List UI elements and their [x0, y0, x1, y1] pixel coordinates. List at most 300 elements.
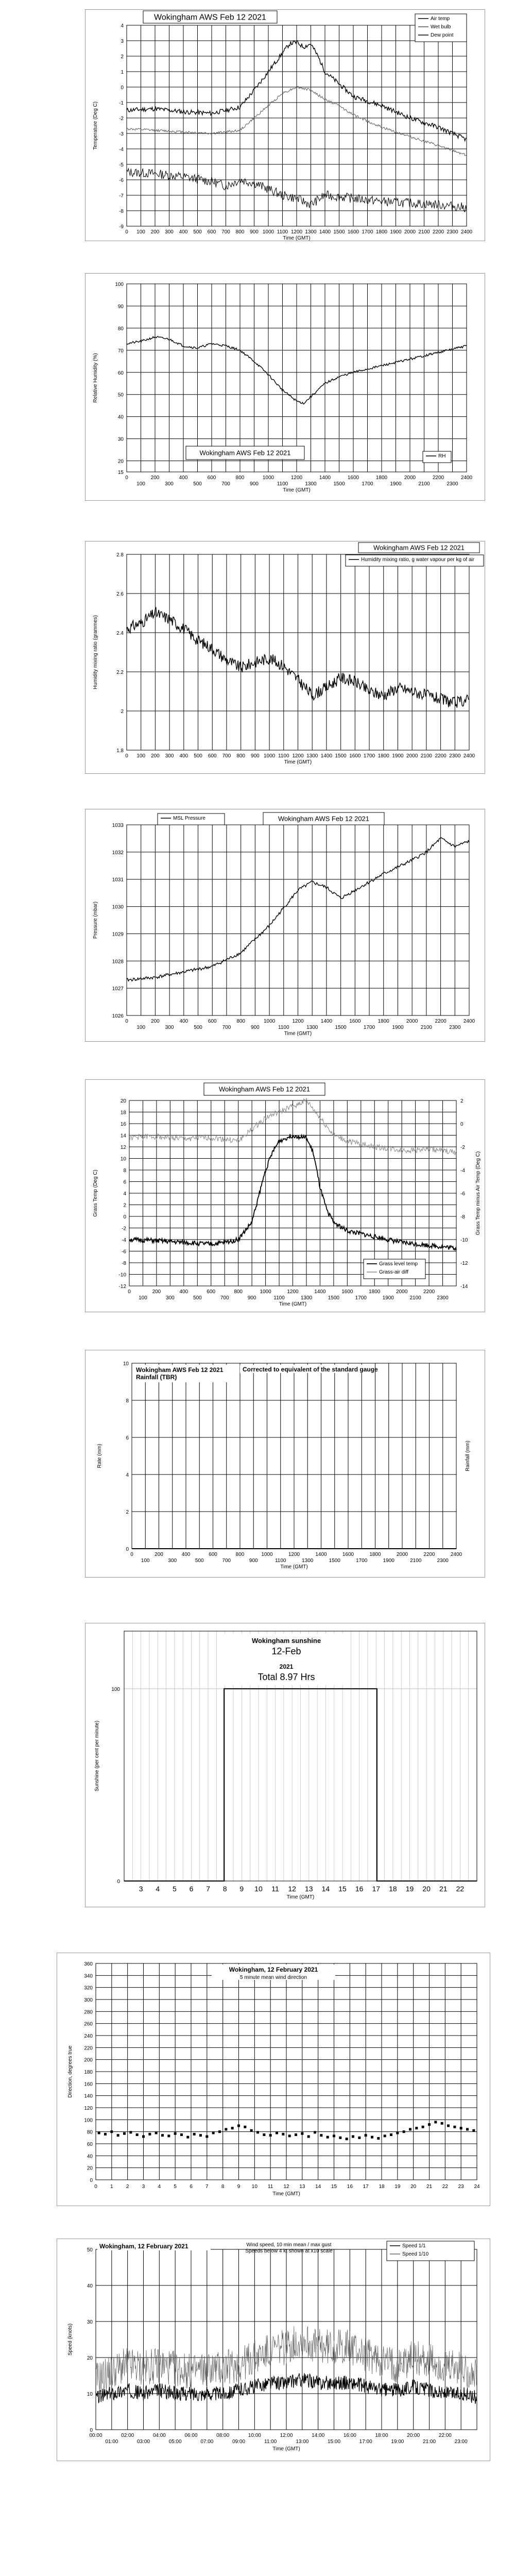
- scatter-point: [225, 2128, 227, 2131]
- x-tick-label: 1300: [305, 229, 317, 235]
- y-tick-label: 20: [87, 2165, 93, 2172]
- y-axis-label: Temperature (Deg C): [93, 101, 98, 150]
- x-tick-label: 23: [458, 2184, 464, 2190]
- scatter-point: [244, 2126, 246, 2128]
- x-tick-label: 700: [221, 229, 230, 235]
- grid: [127, 284, 467, 472]
- grass-temp-chart-panel: [85, 1079, 485, 1312]
- x-tick-label: 300: [166, 1295, 175, 1301]
- x-tick-label: 1500: [328, 1295, 339, 1301]
- x-tick-label: 7: [205, 2184, 209, 2190]
- chart-total: Total 8.97 Hrs: [258, 1672, 315, 1682]
- x-tick-label: 1500: [333, 481, 345, 487]
- x-tick-label: 2400: [450, 1552, 462, 1557]
- x-tick-label: 1100: [278, 753, 289, 759]
- x-tick-label: 600: [207, 229, 216, 235]
- x-tick-label: 1200: [288, 1552, 300, 1557]
- x-tick-label: 05:00: [168, 2439, 182, 2445]
- x-tick-label: 400: [179, 1019, 188, 1024]
- y-tick-label: 360: [84, 1961, 93, 1967]
- x-tick-label: 18: [379, 2184, 385, 2190]
- x-tick-label: 1800: [375, 475, 388, 481]
- grid: [129, 1100, 456, 1286]
- y-tick-label: 70: [117, 348, 124, 354]
- wind-speed-chart-panel: [57, 2239, 490, 2461]
- x-tick-label: 1100: [273, 1295, 285, 1301]
- chart-subtitle: 5 minute mean wind direction: [239, 1975, 307, 1980]
- scatter-point: [333, 2134, 335, 2137]
- legend-entry: Air temp: [431, 16, 450, 22]
- scatter-point: [129, 2131, 132, 2133]
- x-axis-label: Time (GMT): [286, 1894, 315, 1900]
- x-tick-label: 1600: [342, 1552, 354, 1557]
- x-tick-label: 200: [150, 475, 160, 481]
- x-tick-label: 06:00: [184, 2433, 198, 2438]
- x-tick-label: 0: [125, 229, 128, 235]
- scatter-point: [301, 2132, 303, 2135]
- x-tick-label: 21: [426, 2184, 433, 2190]
- x-tick-label: 500: [193, 229, 202, 235]
- scatter-point: [110, 2130, 113, 2133]
- grass-temp-chart: [85, 1080, 485, 1312]
- x-tick-label: 16: [347, 2184, 353, 2190]
- x-tick-label: 900: [247, 1295, 256, 1301]
- y-tick-label: 0: [90, 2178, 93, 2183]
- x-tick-label: 16: [355, 1885, 364, 1893]
- y-tick-label: 20: [87, 2355, 93, 2361]
- x-tick-label: 00:00: [89, 2433, 102, 2438]
- x-tick-label: 300: [165, 1025, 174, 1030]
- x-tick-label: 1800: [369, 1289, 381, 1295]
- scatter-point: [415, 2127, 418, 2129]
- x-tick-label: 2100: [420, 1025, 432, 1030]
- x-tick-label: 1300: [302, 1558, 314, 1564]
- legend-entry: RH: [438, 453, 446, 459]
- scatter-point: [142, 2136, 145, 2138]
- x-tick-label: 200: [154, 1552, 163, 1557]
- x-tick-label: 700: [222, 1025, 231, 1030]
- x-tick-label: 14: [315, 2184, 321, 2190]
- x-tick-label: 1700: [363, 1025, 375, 1030]
- y-axis-label: Direction, degrees true: [67, 2045, 73, 2098]
- scatter-point: [186, 2136, 189, 2139]
- x-tick-label: 22: [456, 1885, 465, 1893]
- y-tick-label: 1: [121, 70, 124, 75]
- scatter-point: [358, 2137, 360, 2139]
- pressure-chart-panel: [85, 809, 485, 1042]
- x-tick-label: 1300: [306, 753, 318, 759]
- x-tick-label: 800: [236, 753, 246, 759]
- y-tick-label: 4: [121, 23, 124, 29]
- x-tick-label: 01:00: [105, 2439, 118, 2445]
- y-tick-label: -4: [119, 147, 124, 152]
- y-tick-label: 2.8: [116, 552, 124, 558]
- x-axis-label: Time (GMT): [279, 1301, 307, 1307]
- x-tick-label: 13: [299, 2184, 305, 2190]
- x-tick-label: 700: [222, 753, 231, 759]
- x-tick-label: 2100: [410, 1558, 422, 1564]
- y-tick-label: 80: [117, 326, 124, 332]
- y2-tick-label: -8: [460, 1214, 465, 1220]
- x-tick-label: 14:00: [312, 2433, 325, 2438]
- y-tick-label: 10: [87, 2392, 93, 2397]
- legend-entry: MSL Pressure: [173, 816, 205, 821]
- x-tick-label: 2100: [418, 229, 430, 235]
- y-tick-label: 2: [121, 54, 124, 60]
- x-tick-label: 09:00: [232, 2439, 246, 2445]
- x-tick-label: 22:00: [438, 2433, 452, 2438]
- x-tick-label: 9: [239, 1885, 244, 1893]
- chart-title: Wokingham AWS Feb 12 2021: [136, 1366, 224, 1374]
- x-tick-label: 700: [220, 1295, 229, 1301]
- x-tick-label: 1200: [290, 229, 303, 235]
- x-tick-label: 11: [271, 1885, 279, 1893]
- x-tick-label: 23:00: [454, 2439, 468, 2445]
- x-tick-label: 800: [236, 1019, 246, 1024]
- x-tick-label: 1300: [300, 1295, 313, 1301]
- x-tick-label: 3: [142, 2184, 145, 2190]
- y-tick-label: 4: [123, 1191, 126, 1197]
- y-tick-label: -6: [119, 178, 124, 183]
- x-tick-label: 10: [254, 1885, 263, 1893]
- mixing-ratio-chart-panel: [85, 541, 485, 774]
- x-tick-label: 12:00: [280, 2433, 293, 2438]
- y-tick-label: 2: [126, 1510, 129, 1515]
- x-tick-label: 21: [439, 1885, 448, 1893]
- x-tick-label: 600: [207, 475, 216, 481]
- y-tick-label: 1031: [112, 877, 124, 883]
- x-tick-label: 2: [126, 2184, 129, 2190]
- y-tick-label: 8: [126, 1398, 129, 1404]
- legend-entry: Grass-air diff: [379, 1269, 409, 1275]
- y2-tick-label: -6: [460, 1191, 465, 1197]
- x-tick-label: 900: [250, 229, 259, 235]
- grid: [96, 2249, 477, 2430]
- x-tick-label: 2300: [449, 753, 461, 759]
- x-tick-label: 04:00: [152, 2433, 166, 2438]
- y-tick-label: 40: [87, 2154, 93, 2160]
- y-tick-label: -3: [119, 131, 124, 137]
- y2-tick-label: 0: [460, 1122, 464, 1127]
- sunshine-chart-panel: [85, 1623, 485, 1907]
- y-tick-label: 18: [120, 1110, 126, 1116]
- x-tick-label: 17: [363, 2184, 369, 2190]
- x-tick-label: 22: [442, 2184, 448, 2190]
- x-tick-label: 08:00: [216, 2433, 230, 2438]
- legend-entry: Humidity mixing ratio, g water vapour per kg of air: [361, 557, 475, 563]
- scatter-point: [123, 2132, 126, 2135]
- x-axis-label: Time (GMT): [283, 487, 311, 493]
- y-tick-label: 10: [123, 1361, 129, 1367]
- x-axis-label: Time (GMT): [272, 2446, 300, 2452]
- x-tick-label: 500: [194, 1025, 202, 1030]
- x-tick-label: 600: [209, 1552, 217, 1557]
- chart-title: Wokingham AWS Feb 12 2021: [154, 13, 266, 22]
- y-tick-label: 20: [120, 1098, 126, 1104]
- scatter-point: [447, 2125, 450, 2127]
- x-tick-label: 2000: [396, 1289, 408, 1295]
- scatter-point: [250, 2129, 253, 2132]
- x-tick-label: 200: [151, 1019, 160, 1024]
- y-tick-label: 80: [87, 2129, 93, 2136]
- x-tick-label: 8: [222, 1885, 227, 1893]
- scatter-point: [269, 2134, 272, 2137]
- y-tick-label: 30: [87, 2319, 93, 2325]
- grid: [132, 1363, 456, 1549]
- scatter-point: [295, 2133, 297, 2136]
- y-axis-label: Grass Temp (Deg C): [93, 1170, 98, 1217]
- x-tick-label: 1300: [306, 1025, 318, 1030]
- humidity-chart: [85, 274, 485, 500]
- scatter-point: [365, 2134, 367, 2137]
- y-tick-label: 1027: [112, 986, 124, 992]
- legend-box: [423, 451, 451, 463]
- scatter-point: [339, 2137, 341, 2139]
- scatter-point: [460, 2127, 462, 2129]
- x-tick-label: 1200: [292, 753, 304, 759]
- x-tick-label: 500: [193, 481, 202, 487]
- x-tick-label: 1100: [274, 1558, 286, 1564]
- x-tick-label: 500: [194, 753, 202, 759]
- x-tick-label: 2200: [432, 475, 444, 481]
- x-tick-label: 1: [110, 2184, 113, 2190]
- scatter-point: [117, 2134, 119, 2137]
- y-tick-label: 180: [84, 2070, 93, 2075]
- x-tick-label: 200: [150, 229, 160, 235]
- chart-title: Wokingham sunshine: [251, 1637, 321, 1645]
- grid: [127, 825, 469, 1015]
- x-tick-label: 6: [189, 1885, 194, 1893]
- x-tick-label: 2400: [463, 1019, 475, 1024]
- x-tick-label: 0: [125, 475, 128, 481]
- y-tick-label: 0: [117, 1879, 120, 1885]
- x-tick-label: 500: [193, 1295, 202, 1301]
- scatter-point: [371, 2136, 373, 2139]
- x-tick-label: 1600: [349, 753, 361, 759]
- y-tick-label: 320: [84, 1985, 93, 1991]
- y-tick-label: 2.2: [116, 670, 124, 675]
- y-tick-label: -8: [119, 209, 124, 214]
- x-tick-label: 20: [410, 2184, 417, 2190]
- scatter-point: [155, 2132, 158, 2134]
- x-tick-label: 1400: [314, 1289, 326, 1295]
- y-tick-label: 60: [87, 2142, 93, 2147]
- x-axis-label: Time (GMT): [284, 759, 312, 765]
- scatter-point: [180, 2133, 183, 2136]
- scatter-point: [314, 2131, 316, 2133]
- x-tick-label: 2200: [432, 229, 444, 235]
- x-tick-label: 2200: [435, 753, 447, 759]
- x-tick-label: 1400: [320, 753, 333, 759]
- grid: [127, 25, 467, 226]
- x-tick-label: 2100: [409, 1295, 421, 1301]
- x-tick-label: 02:00: [121, 2433, 134, 2438]
- y-tick-label: -12: [118, 1284, 126, 1290]
- y-tick-label: -2: [119, 116, 124, 122]
- scatter-point: [377, 2137, 380, 2140]
- y2-tick-label: -14: [460, 1284, 468, 1290]
- x-tick-label: 1900: [382, 1295, 394, 1301]
- x-tick-label: 2400: [460, 475, 473, 481]
- scatter-point: [390, 2133, 392, 2136]
- x-tick-label: 2400: [463, 753, 475, 759]
- scatter-point: [346, 2138, 348, 2140]
- scatter-point: [161, 2134, 164, 2137]
- x-tick-label: 1000: [262, 475, 274, 481]
- x-tick-label: 400: [179, 229, 188, 235]
- x-tick-label: 4: [156, 1885, 160, 1893]
- x-tick-label: 15: [331, 2184, 337, 2190]
- x-tick-label: 1600: [347, 475, 359, 481]
- y-tick-label: 100: [115, 282, 124, 287]
- y-tick-label: 1029: [112, 931, 124, 938]
- y-tick-label: 30: [117, 436, 124, 443]
- x-tick-label: 800: [235, 229, 245, 235]
- x-tick-label: 2300: [447, 481, 458, 487]
- scatter-point: [384, 2134, 386, 2137]
- x-tick-label: 0: [130, 1552, 133, 1557]
- x-axis-label: Time (GMT): [272, 2191, 300, 2197]
- chart-title: Wokingham AWS Feb 12 2021: [278, 815, 370, 823]
- x-tick-label: 1700: [363, 753, 375, 759]
- x-tick-label: 1400: [320, 1019, 333, 1024]
- x-tick-label: 2300: [437, 1558, 449, 1564]
- x-tick-label: 03:00: [136, 2439, 150, 2445]
- y-tick-label: 3: [121, 39, 124, 44]
- y-tick-label: 15: [117, 470, 124, 476]
- x-tick-label: 600: [208, 1019, 217, 1024]
- chart-subtitle: Rainfall (TBR): [136, 1374, 177, 1381]
- x-axis-label: Time (GMT): [280, 1564, 308, 1570]
- x-tick-label: 900: [250, 481, 259, 487]
- x-tick-label: 200: [152, 1289, 161, 1295]
- x-tick-label: 300: [165, 229, 174, 235]
- x-tick-label: 100: [141, 1558, 150, 1564]
- y-tick-label: 160: [84, 2081, 93, 2088]
- scatter-point: [327, 2136, 329, 2139]
- scatter-point: [205, 2136, 208, 2138]
- x-tick-label: 600: [207, 1289, 216, 1295]
- temperature-chart: [85, 10, 485, 241]
- x-tick-label: 2300: [447, 229, 458, 235]
- chart-title: Wokingham, 12 February 2021: [229, 1966, 318, 1973]
- scatter-point: [231, 2127, 234, 2129]
- x-tick-label: 15:00: [327, 2439, 341, 2445]
- x-tick-label: 1200: [287, 1289, 299, 1295]
- scatter-point: [288, 2134, 291, 2137]
- x-tick-label: 14: [321, 1885, 330, 1893]
- x-tick-label: 4: [158, 2184, 161, 2190]
- y-tick-label: -6: [122, 1249, 126, 1255]
- legend-entry: Dew point: [431, 32, 454, 38]
- chart-title: Wokingham AWS Feb 12 2021: [199, 449, 291, 457]
- x-tick-label: 6: [190, 2184, 193, 2190]
- x-tick-label: 2300: [437, 1295, 449, 1301]
- legend-entry: Wet bulb: [431, 24, 451, 30]
- y-tick-label: -4: [122, 1238, 126, 1243]
- y-tick-label: 40: [87, 2283, 93, 2289]
- x-tick-label: 21:00: [422, 2439, 436, 2445]
- y-tick-label: 60: [117, 370, 124, 376]
- legend-box: [387, 2241, 474, 2261]
- y-tick-label: 100: [111, 1686, 120, 1692]
- y-axis-label: Humidity mixing ratio (grammes): [93, 615, 98, 689]
- scatter-point: [422, 2126, 424, 2128]
- x-tick-label: 1700: [355, 1295, 367, 1301]
- x-tick-label: 1000: [263, 1019, 276, 1024]
- mixing-ratio-chart: [85, 541, 485, 773]
- scatter-point: [193, 2133, 196, 2136]
- x-tick-label: 1500: [333, 229, 345, 235]
- y-tick-label: 4: [126, 1472, 129, 1478]
- scatter-point: [403, 2130, 405, 2133]
- y-tick-label: 0: [126, 1547, 129, 1552]
- x-tick-label: 7: [206, 1885, 210, 1893]
- y-axis-label: Sunshine (per cent per minute): [94, 1720, 100, 1792]
- y-tick-label: 6: [126, 1435, 129, 1441]
- y-tick-label: 220: [84, 2045, 93, 2052]
- x-tick-label: 13:00: [296, 2439, 309, 2445]
- x-tick-label: 18:00: [375, 2433, 388, 2438]
- x-tick-label: 300: [165, 481, 174, 487]
- x-tick-label: 100: [139, 1295, 147, 1301]
- legend-entry: Grass level temp: [379, 1261, 418, 1267]
- chart-note: Speeds below 4 kt shown at x10 scale: [245, 2248, 333, 2254]
- y-tick-label: 1030: [112, 904, 124, 910]
- scatter-point: [212, 2132, 215, 2134]
- x-tick-label: 400: [179, 475, 188, 481]
- y-axis-label: Relative Humidity (%): [93, 353, 98, 403]
- x-tick-label: 15: [338, 1885, 347, 1893]
- x-tick-label: 1900: [383, 1558, 394, 1564]
- y-tick-label: 0: [90, 2428, 93, 2433]
- rainfall-chart-panel: [85, 1350, 485, 1578]
- x-tick-label: 2000: [406, 1019, 418, 1024]
- x-tick-label: 1400: [315, 1552, 327, 1557]
- x-tick-label: 16:00: [343, 2433, 356, 2438]
- x-tick-label: 2400: [460, 229, 473, 235]
- humidity-chart-panel: [85, 273, 485, 501]
- x-tick-label: 1900: [390, 481, 402, 487]
- y-tick-label: 16: [120, 1122, 126, 1127]
- chart-title: Wokingham AWS Feb 12 2021: [373, 544, 465, 552]
- y-tick-label: 120: [84, 2106, 93, 2111]
- y-tick-label: 20: [117, 459, 124, 465]
- x-tick-label: 2000: [406, 753, 418, 759]
- y-tick-label: 1026: [112, 1013, 124, 1019]
- y2-tick-label: -4: [460, 1168, 465, 1174]
- x-tick-label: 11:00: [264, 2439, 277, 2445]
- y-tick-label: 300: [84, 1997, 93, 2003]
- scatter-point: [199, 2134, 202, 2137]
- x-tick-label: 1800: [369, 1552, 381, 1557]
- x-tick-label: 300: [165, 753, 174, 759]
- chart-subtitle: 12-Feb: [271, 1646, 301, 1656]
- scatter-point: [453, 2126, 456, 2128]
- y-tick-label: 50: [87, 2247, 93, 2253]
- y-tick-label: 240: [84, 2033, 93, 2039]
- x-tick-label: 1100: [278, 1025, 289, 1030]
- x-tick-label: 5: [172, 1885, 177, 1893]
- y-tick-label: -8: [122, 1261, 126, 1266]
- x-tick-label: 10:00: [248, 2433, 261, 2438]
- scatter-point: [307, 2136, 310, 2138]
- scatter-point: [276, 2132, 278, 2134]
- x-tick-label: 18: [389, 1885, 397, 1893]
- scatter-point: [136, 2133, 139, 2136]
- x-tick-label: 19:00: [391, 2439, 404, 2445]
- wind-direction-chart-panel: [57, 1953, 490, 2206]
